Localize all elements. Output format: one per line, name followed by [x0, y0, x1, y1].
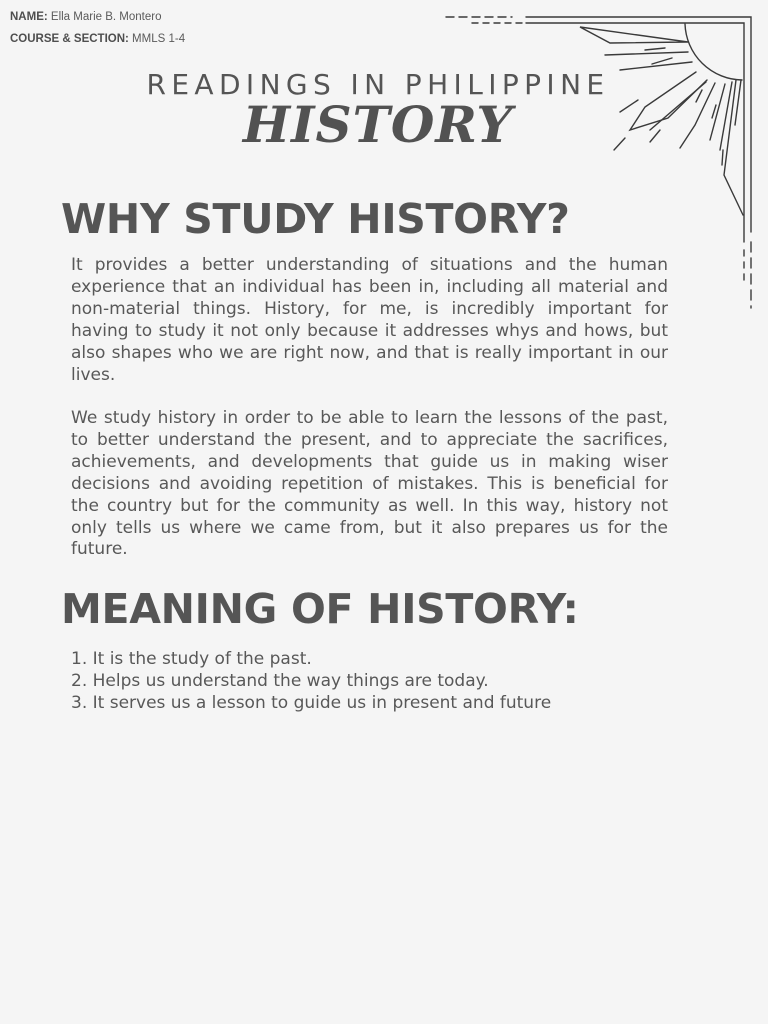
why-study-history-heading: WHY STUDY HISTORY? — [61, 195, 570, 243]
list-item: 2. Helps us understand the way things are today. — [71, 671, 489, 691]
meaning-list — [71, 648, 551, 714]
list-item: 3. It serves us a lesson to guide us in present and future — [71, 693, 552, 713]
name-value: Ella Marie B. Montero — [50, 11, 162, 23]
list-item: 1. It is the study of the past. — [71, 649, 312, 669]
course-section — [10, 32, 185, 46]
name-label: NAME: — [10, 11, 48, 23]
course-subject: READINGS IN PHILIPPINE — [146, 68, 610, 101]
course-value: MMLS 1-4 — [132, 33, 186, 45]
meaning-of-history-heading: MEANING OF HISTORY: — [61, 585, 579, 633]
why-paragraph-1: It provides a better understanding of situations and the human experience that an individual has been in, including all material and non-material things. History, for me, is incredibly important for having to study it not only because it addresses whys and hows, but also shapes who we are right now, and that is really important in our lives. — [71, 255, 668, 385]
course-label: COURSE & SECTION: — [10, 33, 129, 45]
student-name — [10, 10, 161, 24]
script-title: HISTORY — [242, 95, 514, 154]
why-paragraph-2: We study history in order to be able to learn the lessons of the past, to better understand the present, and to appreciate the sacrifices, achievements, and developments that guide us in making wiser decisions and avoiding repetition of mistakes. This is beneficial for the country but for the community as well. In this way, history not only tells us where we came from, but it also prepares us for the future. — [71, 408, 668, 560]
